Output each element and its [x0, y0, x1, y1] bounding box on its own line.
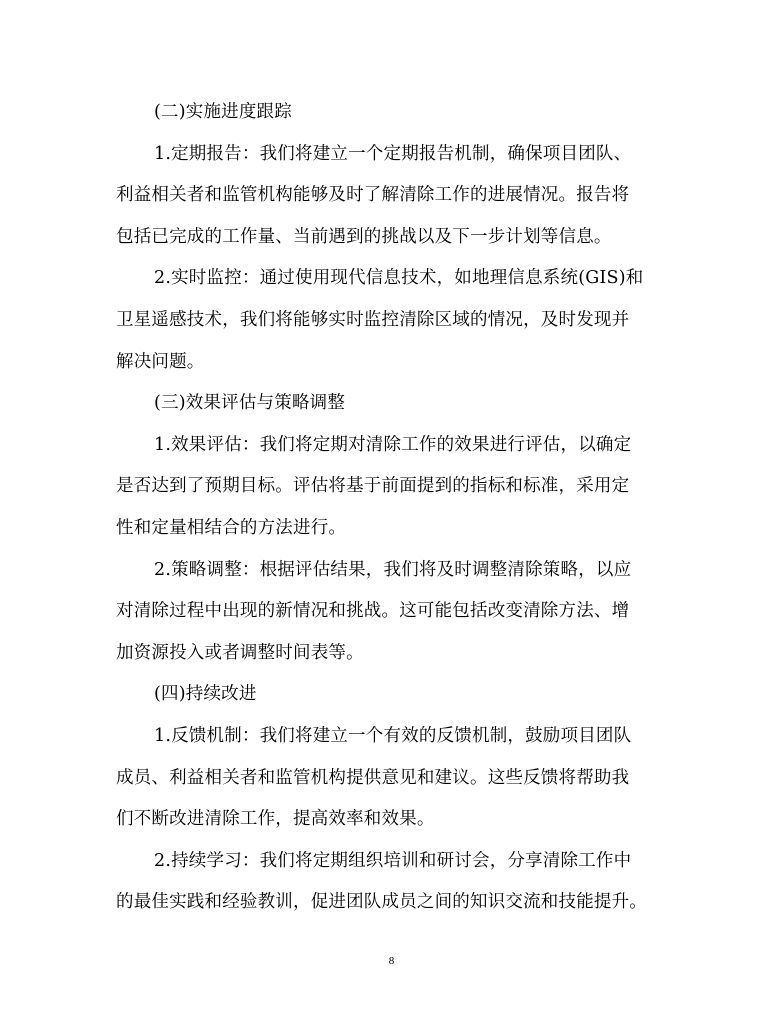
- section-heading: (四)持续改进: [154, 684, 257, 705]
- paragraph-line: 2.策略调整：根据评估结果，我们将及时调整清除策略，以应: [154, 559, 632, 580]
- paragraph-line: 们不断改进清除工作，提高效率和效果。: [116, 809, 435, 830]
- paragraph-line: 卫星遥感技术，我们将能够实时监控清除区域的情况，及时发现并: [116, 309, 630, 330]
- paragraph-line: 是否达到了预期目标。评估将基于前面提到的指标和标准，采用定: [116, 476, 630, 497]
- section-heading: (二)实施进度跟踪: [154, 102, 292, 122]
- paragraph-line: 1.效果评估：我们将定期对清除工作的效果进行评估，以确定: [154, 434, 632, 455]
- paragraph-line: 对清除过程中出现的新情况和挑战。这可能包括改变清除方法、增: [116, 601, 630, 622]
- document-body: [116, 92, 676, 924]
- paragraph-line: 的最佳实践和经验教训，促进团队成员之间的知识交流和技能提升。: [116, 892, 647, 913]
- paragraph-line: 成员、利益相关者和监管机构提供意见和建议。这些反馈将帮助我: [116, 767, 630, 788]
- paragraph-line: 1.定期报告：我们将建立一个定期报告机制，确保项目团队、: [154, 143, 632, 164]
- paragraph-line: 解决问题。: [116, 351, 205, 372]
- paragraph-line: 2.实时监控：通过使用现代信息技术，如地理信息系统(GIS)和: [154, 268, 644, 289]
- section-heading: (三)效果评估与策略调整: [154, 393, 346, 414]
- paragraph-line: 2.持续学习：我们将定期组织培训和研讨会，分享清除工作中: [154, 850, 632, 871]
- paragraph-line: 加资源投入或者调整时间表等。: [116, 642, 364, 663]
- paragraph-line: 性和定量相结合的方法进行。: [116, 517, 347, 538]
- paragraph-line: 利益相关者和监管机构能够及时了解清除工作的进展情况。报告将: [116, 185, 630, 206]
- paragraph-line: 包括已完成的工作量、当前遇到的挑战以及下一步计划等信息。: [116, 226, 612, 247]
- paragraph-line: 1.反馈机制：我们将建立一个有效的反馈机制，鼓励项目团队: [154, 725, 632, 746]
- page-number: 8: [388, 955, 395, 967]
